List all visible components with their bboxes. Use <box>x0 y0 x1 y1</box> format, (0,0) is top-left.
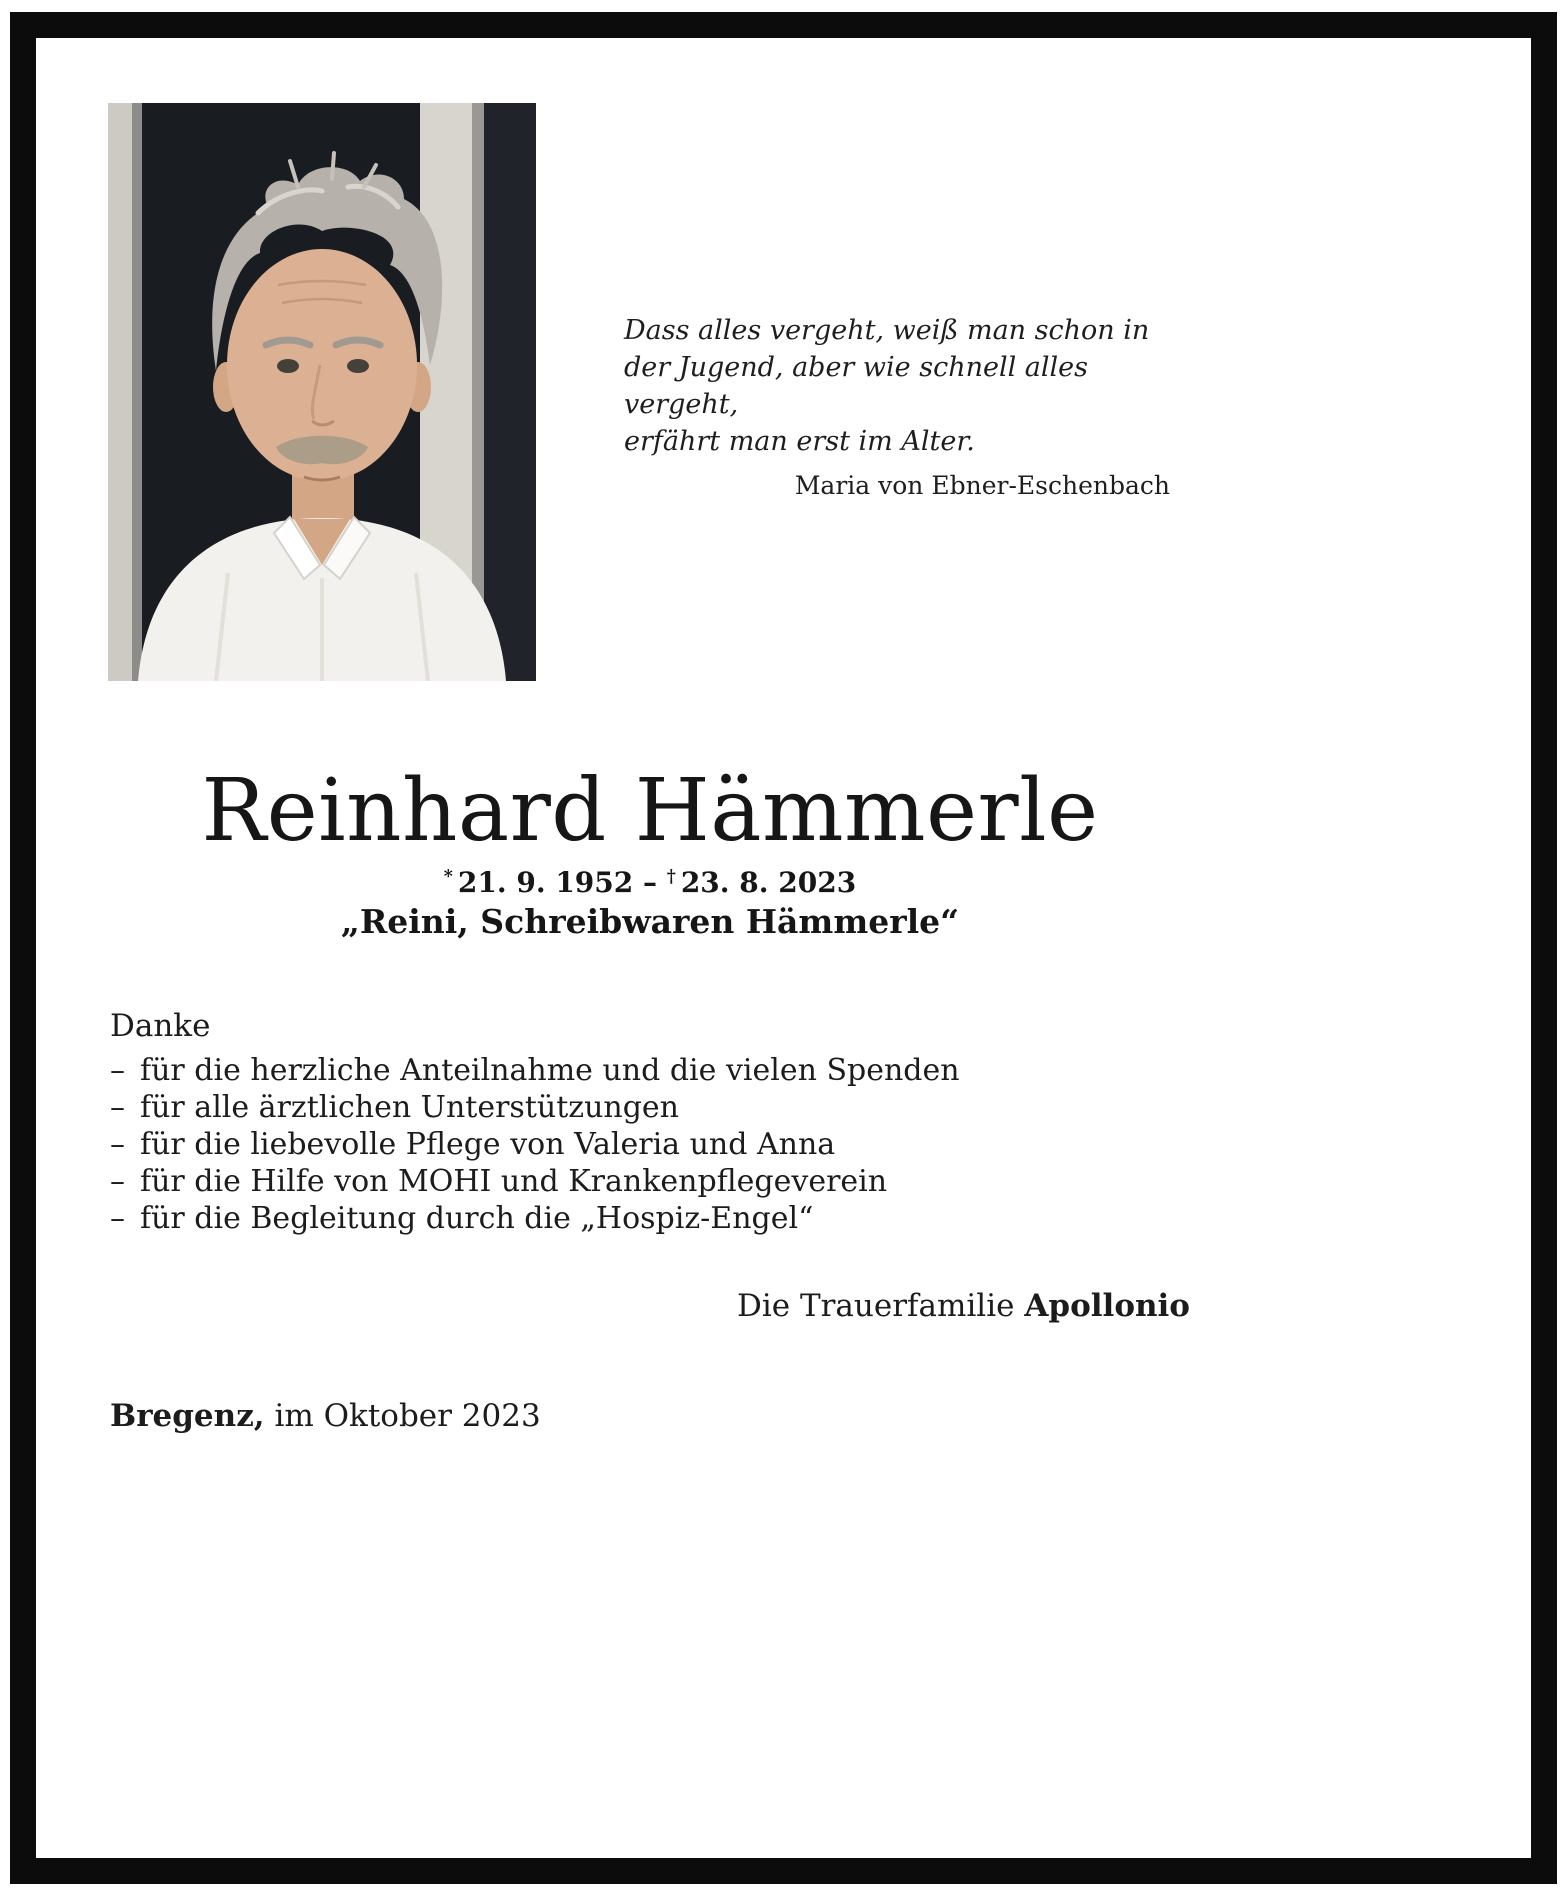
content-column <box>110 38 1190 1858</box>
dash-bullet: – <box>110 1164 125 1199</box>
signature-prefix: Die Trauerfamilie <box>736 1288 1015 1324</box>
family-signature <box>737 1288 1190 1324</box>
quote-attribution: Maria von Ebner-Eschenbach <box>794 471 1170 500</box>
quote-line: Dass alles vergeht, weiß man schon in <box>624 315 1150 346</box>
black-border-frame <box>10 12 1557 1884</box>
obituary-card <box>36 38 1531 1858</box>
birth-date: 21. 9. 1952 <box>457 866 634 899</box>
portrait-photo <box>108 103 536 681</box>
dash-bullet: – <box>110 1053 125 1088</box>
life-dates <box>110 866 1190 899</box>
thanks-item-text: für die Hilfe von MOHI und Krankenpflegeverein <box>140 1164 888 1199</box>
thanks-heading: Danke <box>110 1008 211 1044</box>
family-name: Apollonio <box>1024 1288 1190 1324</box>
thanks-item-text: für die Begleitung durch die „Hospiz-Engel“ <box>140 1201 814 1236</box>
place-date <box>110 1398 541 1434</box>
thanks-item-text: für die herzliche Anteilnahme und die vielen Spenden <box>140 1053 960 1088</box>
door-frame-left <box>108 103 132 681</box>
dash-bullet: – <box>110 1201 125 1236</box>
thanks-item <box>110 1200 960 1237</box>
birth-symbol: * <box>443 866 453 887</box>
thanks-item <box>110 1126 960 1163</box>
deceased-name: Reinhard Hämmerle <box>201 761 1099 861</box>
dates-separator: – <box>643 866 657 899</box>
dash-bullet: – <box>110 1127 125 1162</box>
thanks-item <box>110 1163 960 1200</box>
thanks-item-text: für alle ärztlichen Unterstützungen <box>140 1090 679 1125</box>
portrait-illustration <box>108 103 536 681</box>
eyes <box>277 359 299 373</box>
thanks-item <box>110 1089 960 1126</box>
quote-line: der Jugend, aber wie schnell alles vergeht, <box>624 352 1089 420</box>
date: im Oktober 2023 <box>274 1398 541 1434</box>
quote-line: erfährt man erst im Alter. <box>624 426 975 457</box>
death-date: 23. 8. 2023 <box>680 866 857 899</box>
thanks-list <box>110 1052 960 1237</box>
thanks-item <box>110 1052 960 1089</box>
dash-bullet: – <box>110 1090 125 1125</box>
nickname: „Reini, Schreibwaren Hämmerle“ <box>340 902 960 941</box>
thanks-item-text: für die liebevolle Pflege von Valeria und Anna <box>140 1127 836 1162</box>
death-symbol: † <box>666 866 676 887</box>
quote-block <box>624 312 1190 500</box>
place: Bregenz, <box>110 1398 265 1434</box>
